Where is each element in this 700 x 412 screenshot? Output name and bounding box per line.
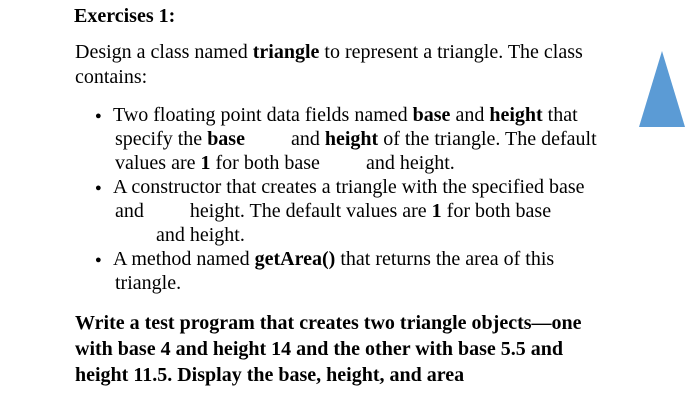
bullet-3-line-2: triangle.: [115, 272, 182, 294]
intro-paragraph: [75, 40, 615, 90]
intro-line-1: Design a class named triangle to represent a triangle. The class: [75, 41, 583, 63]
bullet-2-line-3: and height.: [156, 224, 245, 246]
intro-line-2: contains:: [75, 66, 148, 88]
bullet-marker: ●: [95, 110, 102, 122]
task-line-3: height 11.5. Display the base, height, and area: [75, 364, 465, 386]
bullet-1-line-2: specify the base and height of the triangle. The default: [115, 128, 597, 150]
bullet-1-line-1: ● Two floating point data fields named base and height that: [95, 104, 578, 126]
triangle-shape-icon: [638, 50, 686, 128]
bullet-1-line-3: values are 1 for both base and height.: [115, 152, 455, 174]
exercise-heading: Exercises 1:: [74, 5, 176, 27]
bullet-3-line-1: ● A method named getArea() that returns the area of this: [95, 248, 555, 270]
task-line-1: Write a test program that creates two triangle objects—one: [75, 312, 582, 334]
bullet-marker: ●: [95, 182, 102, 194]
triangle-polygon: [639, 51, 685, 127]
task-paragraph: [75, 310, 635, 388]
bullet-2-line-2: and height. The default values are 1 for both base: [115, 200, 552, 222]
bullet-marker: ●: [95, 254, 102, 266]
task-line-2: with base 4 and height 14 and the other with base 5.5 and: [75, 338, 564, 360]
bullet-2-line-1: ● A constructor that creates a triangle with the specified base: [95, 176, 585, 198]
